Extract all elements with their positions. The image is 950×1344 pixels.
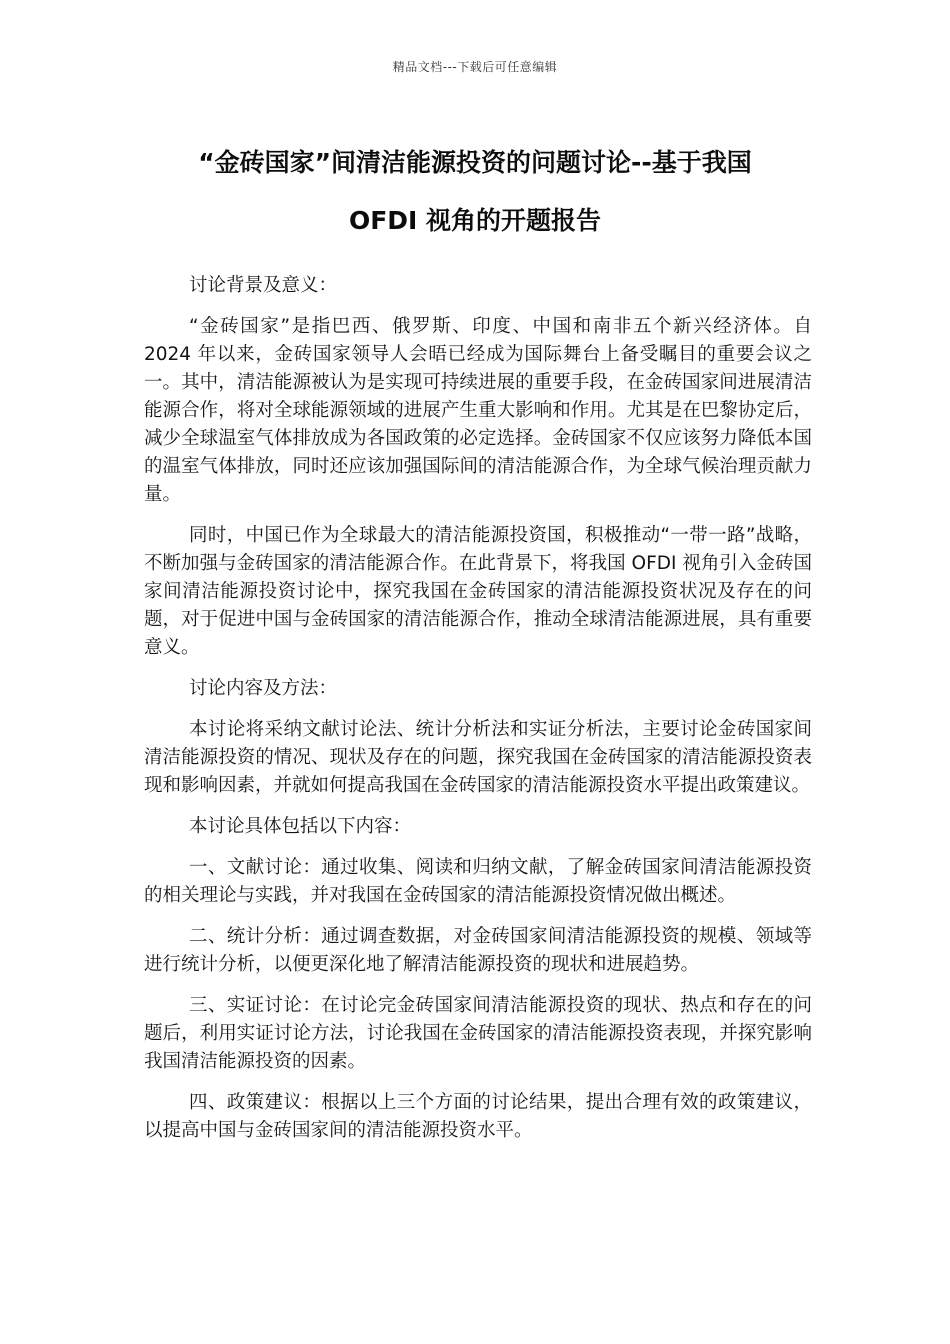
title-line-2: OFDI 视角的开题报告 [348,206,602,235]
header-note: 精品文档---下载后可任意编辑 [392,60,558,74]
section-heading-content-method: 讨论内容及方法： [189,678,338,699]
paragraph-china-ofdi: 同时，中国已作为全球最大的清洁能源投资国，积极推动“一带一路”战略，不断加强与金砖国家的清洁能源合作。在此背景下，将我国 OFDI 视角引入金砖国家间清洁能源投资讨论中，探究我国在金砖国家的清洁能源投资状况及存在的问题，对于促进中国与金砖国家的清洁能源合作，推动全球清洁能源进展，具有重要意义。 [144,525,812,658]
list-item-statistics: 二、统计分析：通过调查数据，对金砖国家间清洁能源投资的规模、领域等进行统计分析，以便更深化地了解清洁能源投资的现状和进展趋势。 [144,926,812,975]
title-line-1: “金砖国家”间清洁能源投资的问题讨论--基于我国 [198,148,752,177]
list-item-empirical: 三、实证讨论：在讨论完金砖国家间清洁能源投资的现状、热点和存在的问题后，利用实证讨论方法，讨论我国在金砖国家的清洁能源投资表现，并探究影响我国清洁能源投资的因素。 [144,995,812,1072]
list-item-literature: 一、文献讨论：通过收集、阅读和归纳文献，了解金砖国家间清洁能源投资的相关理论与实践，并对我国在金砖国家的清洁能源投资情况做出概述。 [144,857,812,906]
list-item-policy: 四、政策建议：根据以上三个方面的讨论结果，提出合理有效的政策建议，以提高中国与金砖国家间的清洁能源投资水平。 [144,1092,812,1141]
paragraph-brics-intro: “金砖国家”是指巴西、俄罗斯、印度、中国和南非五个新兴经济体。自 2024 年以来，金砖国家领导人会晤已经成为国际舞台上备受瞩目的重要会议之一。其中，清洁能源被认为是实现可持续进展的重要手段，在金砖国家间进展清洁能源合作，将对全球能源领域的进展产生重大影响和作用。尤其是在巴黎协定后，减少全球温室气体排放成为各国政策的必定选择。金砖国家不仅应该努力降低本国的温室气体排放，同时还应该加强国际间的清洁能源合作，为全球气候治理贡献力量。 [144,316,812,505]
document-title [110,134,840,250]
paragraph-content-list-intro: 本讨论具体包括以下内容： [189,816,412,837]
document-body [144,272,812,1158]
section-heading-background: 讨论背景及意义： [189,275,338,296]
paragraph-methods: 本讨论将采纳文献讨论法、统计分析法和实证分析法，主要讨论金砖国家间清洁能源投资的情况、现状及存在的问题，探究我国在金砖国家的清洁能源投资表现和影响因素，并就如何提高我国在金砖国家的清洁能源投资水平提出政策建议。 [144,719,812,796]
